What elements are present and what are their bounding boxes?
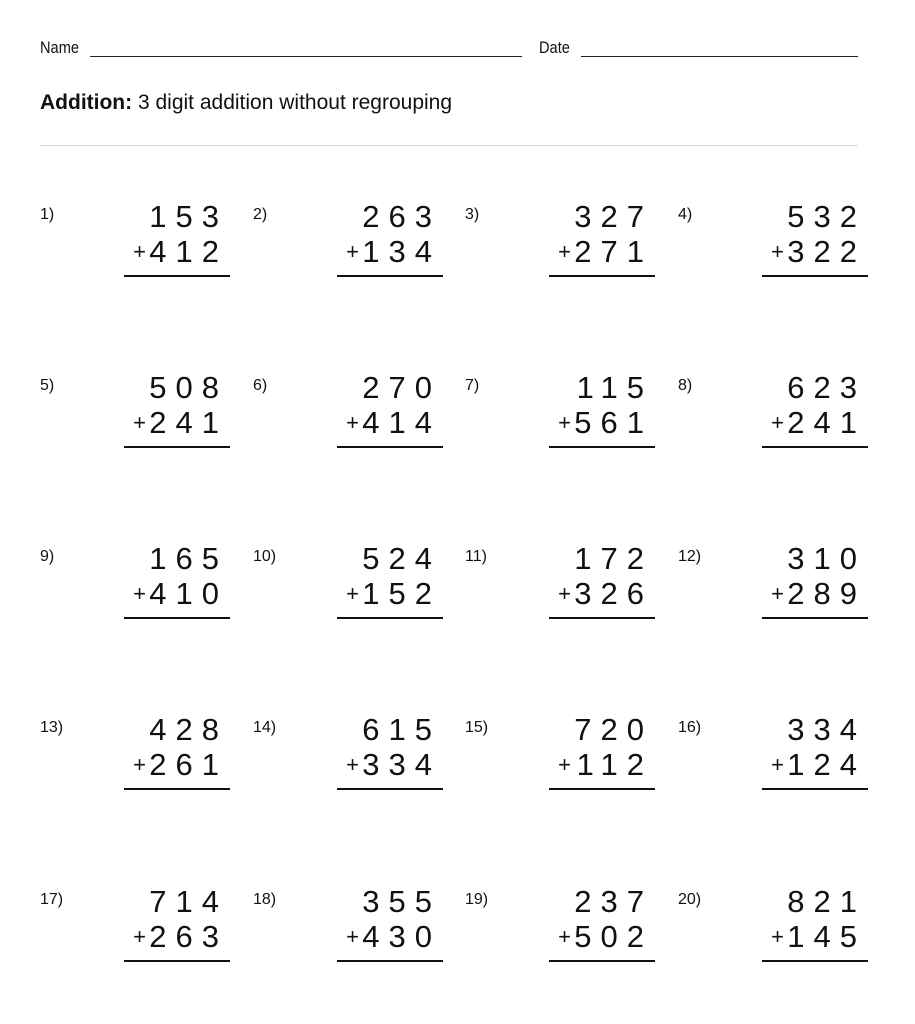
problem-18 xyxy=(253,885,453,995)
problem-number: 10) xyxy=(253,548,277,565)
problem-3 xyxy=(465,200,665,310)
problem-number: 4) xyxy=(678,206,693,223)
plus-sign: + xyxy=(771,581,784,606)
problem-17 xyxy=(40,885,240,995)
plus-sign: + xyxy=(771,924,784,949)
plus-sign: + xyxy=(771,752,784,777)
problem-number: 18) xyxy=(253,891,277,908)
problem-9 xyxy=(40,542,240,652)
first-addend: 115 xyxy=(576,370,653,405)
first-addend: 508 xyxy=(149,370,228,405)
answer-line[interactable] xyxy=(337,275,443,277)
problem-number: 14) xyxy=(253,719,277,736)
first-addend: 714 xyxy=(149,884,228,919)
answer-line[interactable] xyxy=(124,960,230,962)
problem-number: 16) xyxy=(678,719,702,736)
first-addend: 623 xyxy=(787,370,866,405)
problem-number: 5) xyxy=(40,377,55,394)
plus-sign: + xyxy=(133,410,146,435)
first-addend: 355 xyxy=(362,884,441,919)
plus-sign: + xyxy=(558,752,571,777)
plus-sign: + xyxy=(558,410,571,435)
second-addend: 322 xyxy=(787,234,866,269)
answer-line[interactable] xyxy=(549,960,655,962)
problem-number: 1) xyxy=(40,206,55,223)
problem-number: 17) xyxy=(40,891,64,908)
title-description: 3 digit addition without regrouping xyxy=(132,91,453,114)
second-addend: 134 xyxy=(362,234,441,269)
problem-number: 7) xyxy=(465,377,480,394)
problem-11 xyxy=(465,542,665,652)
plus-sign: + xyxy=(346,924,359,949)
second-addend: 261 xyxy=(149,747,228,782)
problem-number: 13) xyxy=(40,719,64,736)
problem-10 xyxy=(253,542,453,652)
plus-sign: + xyxy=(558,924,571,949)
first-addend: 821 xyxy=(787,884,866,919)
second-addend: 412 xyxy=(149,234,228,269)
problem-14 xyxy=(253,713,453,823)
answer-line[interactable] xyxy=(124,617,230,619)
second-addend: 430 xyxy=(362,919,441,954)
first-addend: 327 xyxy=(574,199,653,234)
answer-line[interactable] xyxy=(337,617,443,619)
answer-line[interactable] xyxy=(124,788,230,790)
problem-1 xyxy=(40,200,240,310)
answer-line[interactable] xyxy=(762,446,868,448)
problem-13 xyxy=(40,713,240,823)
plus-sign: + xyxy=(771,410,784,435)
second-addend: 502 xyxy=(574,919,653,954)
problem-16 xyxy=(678,713,878,823)
first-addend: 310 xyxy=(787,541,866,576)
answer-line[interactable] xyxy=(549,617,655,619)
second-addend: 334 xyxy=(362,747,441,782)
problem-number: 2) xyxy=(253,206,268,223)
first-addend: 270 xyxy=(362,370,441,405)
plus-sign: + xyxy=(133,752,146,777)
problem-number: 11) xyxy=(465,548,487,565)
second-addend: 271 xyxy=(574,234,653,269)
answer-line[interactable] xyxy=(124,446,230,448)
plus-sign: + xyxy=(133,924,146,949)
date-label: Date xyxy=(539,38,570,57)
problem-number: 9) xyxy=(40,548,55,565)
problem-2 xyxy=(253,200,453,310)
first-addend: 524 xyxy=(362,541,441,576)
problem-number: 8) xyxy=(678,377,693,394)
problem-number: 19) xyxy=(465,891,489,908)
first-addend: 615 xyxy=(362,712,441,747)
problem-number: 6) xyxy=(253,377,268,394)
second-addend: 561 xyxy=(574,405,653,440)
second-addend: 145 xyxy=(787,919,866,954)
answer-line[interactable] xyxy=(337,788,443,790)
plus-sign: + xyxy=(346,239,359,264)
first-addend: 720 xyxy=(574,712,653,747)
answer-line[interactable] xyxy=(762,788,868,790)
problem-15 xyxy=(465,713,665,823)
first-addend: 165 xyxy=(149,541,228,576)
problem-6 xyxy=(253,371,453,481)
problem-5 xyxy=(40,371,240,481)
answer-line[interactable] xyxy=(337,960,443,962)
problem-4 xyxy=(678,200,878,310)
answer-line[interactable] xyxy=(762,275,868,277)
problem-number: 3) xyxy=(465,206,480,223)
problem-19 xyxy=(465,885,665,995)
plus-sign: + xyxy=(133,239,146,264)
second-addend: 112 xyxy=(576,747,653,782)
plus-sign: + xyxy=(558,239,571,264)
first-addend: 428 xyxy=(149,712,228,747)
second-addend: 124 xyxy=(787,747,866,782)
problem-number: 15) xyxy=(465,719,489,736)
answer-line[interactable] xyxy=(124,275,230,277)
title-topic: Addition: xyxy=(40,91,133,114)
second-addend: 410 xyxy=(149,576,228,611)
first-addend: 172 xyxy=(574,541,653,576)
problem-7 xyxy=(465,371,665,481)
first-addend: 263 xyxy=(362,199,441,234)
plus-sign: + xyxy=(558,581,571,606)
second-addend: 289 xyxy=(787,576,866,611)
problem-number: 20) xyxy=(678,891,702,908)
answer-line[interactable] xyxy=(337,446,443,448)
answer-line[interactable] xyxy=(762,960,868,962)
first-addend: 153 xyxy=(149,199,228,234)
answer-line[interactable] xyxy=(549,446,655,448)
first-addend: 334 xyxy=(787,712,866,747)
first-addend: 532 xyxy=(787,199,866,234)
problem-12 xyxy=(678,542,878,652)
plus-sign: + xyxy=(346,752,359,777)
second-addend: 241 xyxy=(787,405,866,440)
answer-line[interactable] xyxy=(762,617,868,619)
plus-sign: + xyxy=(133,581,146,606)
plus-sign: + xyxy=(346,410,359,435)
second-addend: 326 xyxy=(574,576,653,611)
second-addend: 263 xyxy=(149,919,228,954)
plus-sign: + xyxy=(771,239,784,264)
problem-20 xyxy=(678,885,878,995)
answer-line[interactable] xyxy=(549,788,655,790)
plus-sign: + xyxy=(346,581,359,606)
first-addend: 237 xyxy=(574,884,653,919)
name-label: Name xyxy=(40,38,80,57)
problem-8 xyxy=(678,371,878,481)
second-addend: 414 xyxy=(362,405,441,440)
answer-line[interactable] xyxy=(549,275,655,277)
second-addend: 152 xyxy=(362,576,441,611)
second-addend: 241 xyxy=(149,405,228,440)
problem-number: 12) xyxy=(678,548,702,565)
